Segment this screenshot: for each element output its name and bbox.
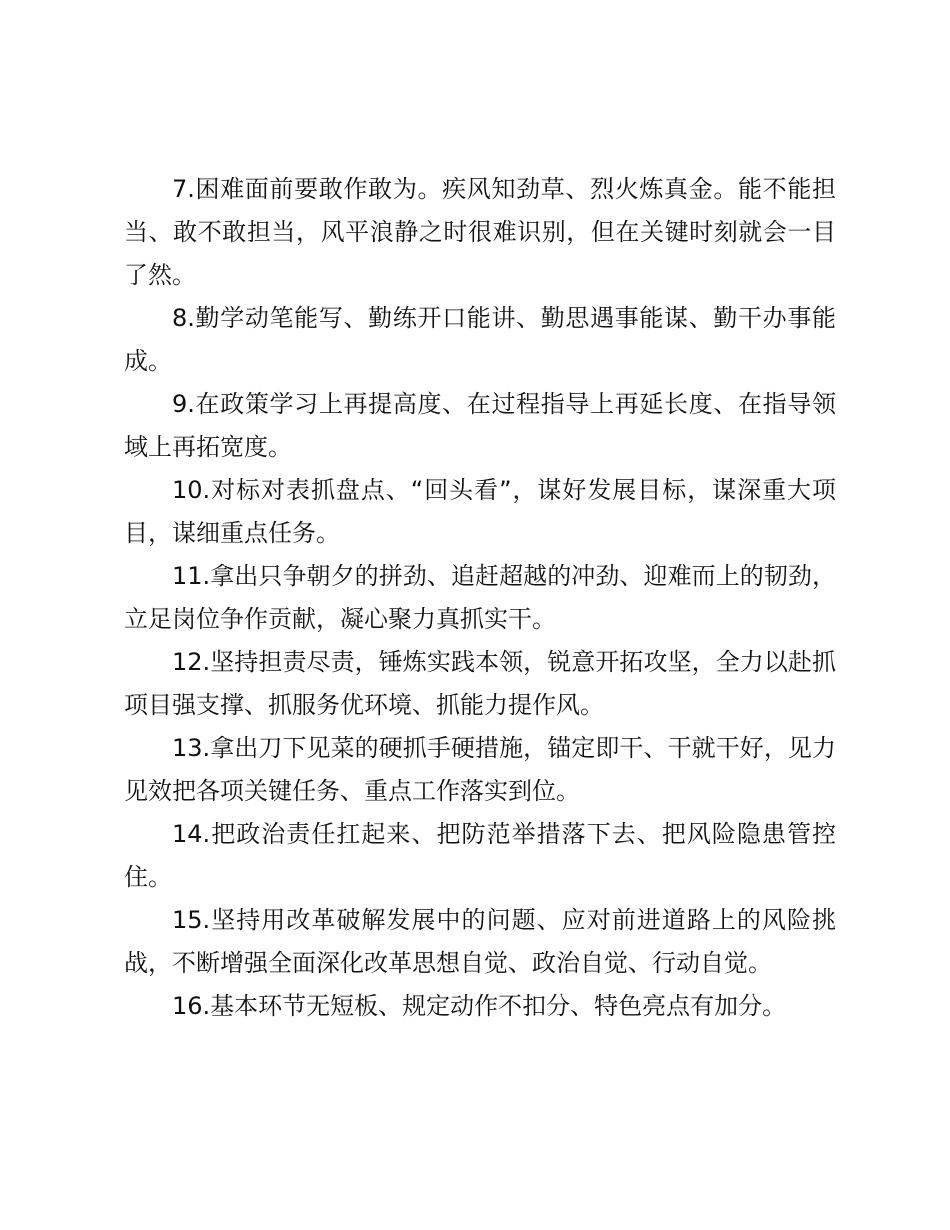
paragraph-15: 15.坚持用改革破解发展中的问题、应对前进道路上的风险挑战，不断增强全面深化改革思想自觉、政治自觉、行动自觉。 [124,906,836,977]
paragraph-13: 13.拿出刀下见菜的硬抓手硬措施，锚定即干、干就干好，见力见效把各项关键任务、重点工作落实到位。 [124,734,836,805]
document-body [124,168,836,1028]
paragraph-11: 11.拿出只争朝夕的拼劲、追赶超越的冲劲、迎难而上的韧劲，立足岗位争作贡献，凝心聚力真抓实干。 [124,562,836,633]
paragraph-12: 12.坚持担责尽责，锤炼实践本领，锐意开拓攻坚，全力以赴抓项目强支撑、抓服务优环境、抓能力提作风。 [124,648,836,719]
paragraph-9: 9.在政策学习上再提高度、在过程指导上再延长度、在指导领域上再拓宽度。 [124,390,836,461]
paragraph-16: 16.基本环节无短板、规定动作不扣分、特色亮点有加分。 [172,992,787,1020]
paragraph-8: 8.勤学动笔能写、勤练开口能讲、勤思遇事能谋、勤干办事能成。 [124,304,836,375]
paragraph-14: 14.把政治责任扛起来、把防范举措落下去、把风险隐患管控住。 [124,820,836,891]
paragraph-7: 7.困难面前要敢作敢为。疾风知劲草、烈火炼真金。能不能担当、敢不敢担当，风平浪静之时很难识别，但在关键时刻就会一目了然。 [124,175,836,289]
paragraph-10: 10.对标对表抓盘点、“回头看”，谋好发展目标，谋深重大项目，谋细重点任务。 [124,476,836,547]
